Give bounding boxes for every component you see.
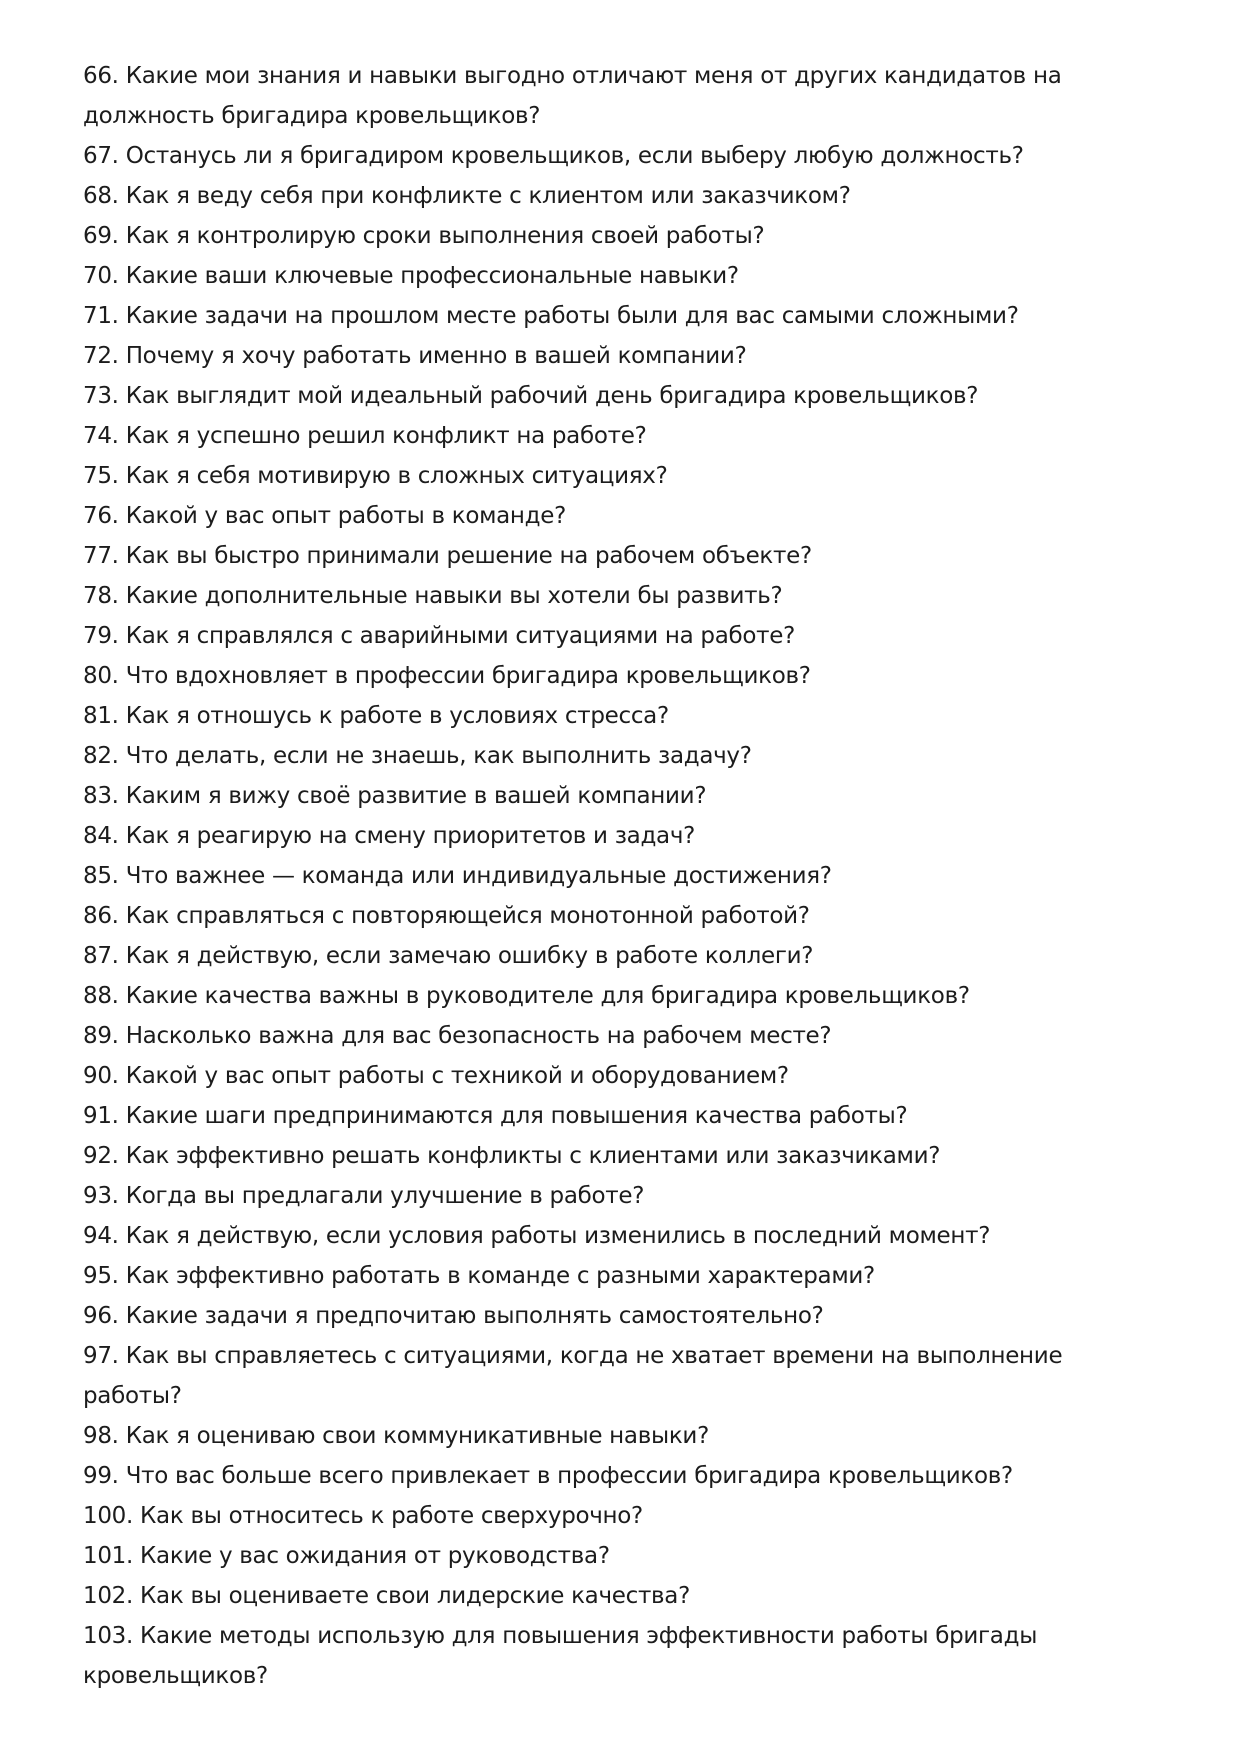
list-item: 98. Как я оцениваю свои коммуникативные навыки? (83, 1423, 709, 1449)
list-item: 87. Как я действую, если замечаю ошибку в работе коллеги? (83, 943, 814, 969)
list-item: 78. Какие дополнительные навыки вы хотели бы развить? (83, 583, 783, 609)
list-item: 74. Как я успешно решил конфликт на работе? (83, 423, 647, 449)
list-item: 80. Что вдохновляет в профессии бригадира кровельщиков? (83, 663, 811, 689)
list-item: 85. Что важнее — команда или индивидуальные достижения? (83, 863, 832, 889)
list-item: 75. Как я себя мотивирую в сложных ситуациях? (83, 463, 668, 489)
list-item: 77. Как вы быстро принимали решение на рабочем объекте? (83, 543, 812, 569)
question-list (83, 56, 1163, 1696)
list-item: 73. Как выглядит мой идеальный рабочий день бригадира кровельщиков? (83, 383, 979, 409)
list-item: 71. Какие задачи на прошлом месте работы были для вас самыми сложными? (83, 303, 1019, 329)
list-item: 72. Почему я хочу работать именно в вашей компании? (83, 343, 747, 369)
list-item: 97. Как вы справляетесь с ситуациями, когда не хватает времени на выполнение работы? (83, 1343, 1063, 1409)
list-item: 76. Какой у вас опыт работы в команде? (83, 503, 567, 529)
list-item: 70. Какие ваши ключевые профессиональные навыки? (83, 263, 739, 289)
list-item: 94. Как я действую, если условия работы изменились в последний момент? (83, 1223, 991, 1249)
list-item: 67. Останусь ли я бригадиром кровельщиков, если выберу любую должность? (83, 143, 1024, 169)
list-item: 83. Каким я вижу своё развитие в вашей компании? (83, 783, 707, 809)
list-item: 99. Что вас больше всего привлекает в профессии бригадира кровельщиков? (83, 1463, 1013, 1489)
list-item: 92. Как эффективно решать конфликты с клиентами или заказчиками? (83, 1143, 941, 1169)
list-item: 66. Какие мои знания и навыки выгодно отличают меня от других кандидатов на должность бригадира кровельщиков? (83, 63, 1062, 129)
list-item: 101. Какие у вас ожидания от руководства? (83, 1543, 610, 1569)
list-item: 95. Как эффективно работать в команде с разными характерами? (83, 1263, 875, 1289)
list-item: 100. Как вы относитесь к работе сверхурочно? (83, 1503, 643, 1529)
list-item: 96. Какие задачи я предпочитаю выполнять самостоятельно? (83, 1303, 824, 1329)
list-item: 103. Какие методы использую для повышения эффективности работы бригады кровельщиков? (83, 1623, 1038, 1689)
list-item: 89. Насколько важна для вас безопасность на рабочем месте? (83, 1023, 832, 1049)
list-item: 69. Как я контролирую сроки выполнения своей работы? (83, 223, 765, 249)
list-item: 90. Какой у вас опыт работы с техникой и оборудованием? (83, 1063, 789, 1089)
list-item: 81. Как я отношусь к работе в условиях стресса? (83, 703, 669, 729)
list-item: 68. Как я веду себя при конфликте с клиентом или заказчиком? (83, 183, 851, 209)
list-item: 79. Как я справлялся с аварийными ситуациями на работе? (83, 623, 796, 649)
list-item: 91. Какие шаги предпринимаются для повышения качества работы? (83, 1103, 908, 1129)
list-item: 84. Как я реагирую на смену приоритетов и задач? (83, 823, 696, 849)
list-item: 86. Как справляться с повторяющейся монотонной работой? (83, 903, 810, 929)
list-item: 82. Что делать, если не знаешь, как выполнить задачу? (83, 743, 752, 769)
list-item: 88. Какие качества важны в руководителе для бригадира кровельщиков? (83, 983, 970, 1009)
list-item: 93. Когда вы предлагали улучшение в работе? (83, 1183, 645, 1209)
list-item: 102. Как вы оцениваете свои лидерские качества? (83, 1583, 691, 1609)
